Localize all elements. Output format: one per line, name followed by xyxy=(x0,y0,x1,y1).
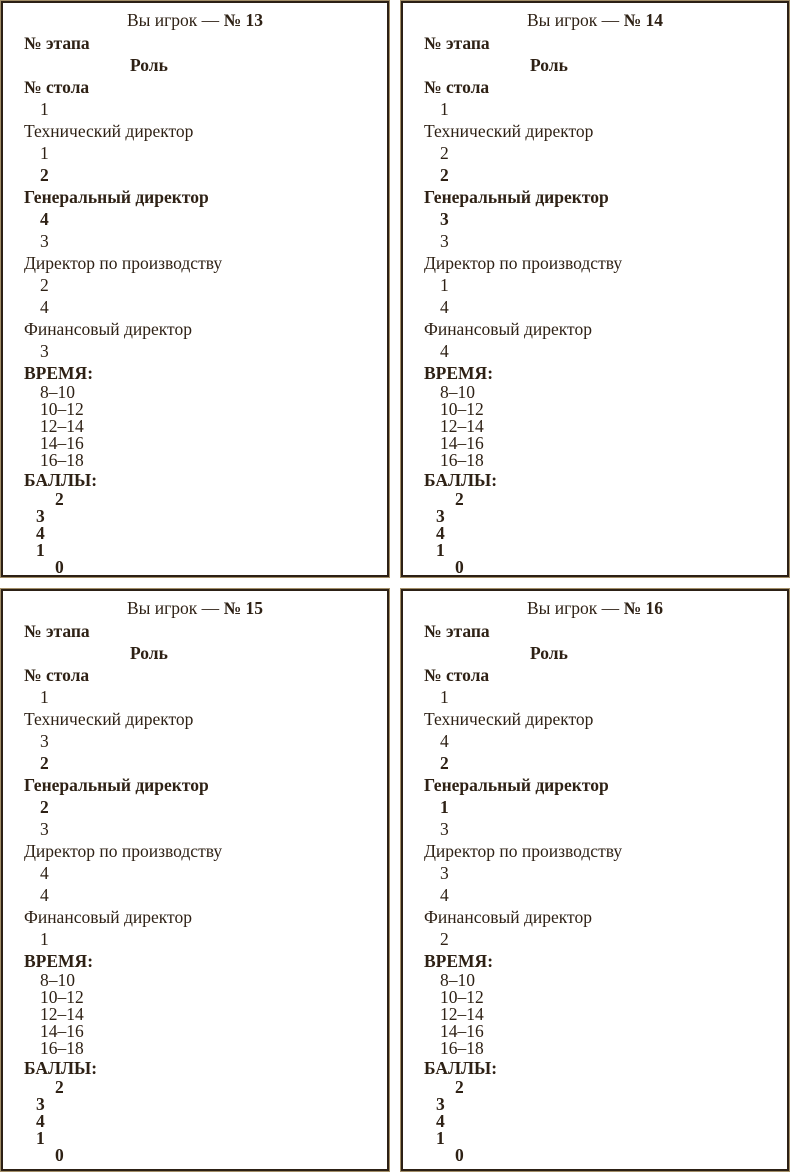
production-number-1: 2 xyxy=(40,275,49,295)
stage-label: № этапа xyxy=(24,33,90,53)
role-general-label: Генеральный директор xyxy=(24,187,209,207)
player-card-13 xyxy=(1,1,389,577)
post-general-number: 3 xyxy=(440,819,449,839)
production-number-2: 4 xyxy=(40,297,49,317)
time-slot: 12–14 xyxy=(440,416,484,436)
points-value: 3 xyxy=(436,1094,445,1114)
time-label: ВРЕМЯ: xyxy=(424,363,494,383)
production-number-1: 4 xyxy=(40,863,49,883)
production-number-2: 4 xyxy=(440,885,449,905)
points-value: 4 xyxy=(36,523,45,543)
stage-label: № этапа xyxy=(24,621,90,641)
finance-number: 2 xyxy=(440,929,449,949)
time-slot: 12–14 xyxy=(40,416,84,436)
points-value: 0 xyxy=(55,557,64,577)
role-tech-label: Технический директор xyxy=(24,121,194,141)
role-tech-label: Технический директор xyxy=(424,121,594,141)
points-value: 1 xyxy=(436,1128,445,1148)
general-number: 1 xyxy=(440,797,449,817)
role-production-label: Директор по производству xyxy=(424,253,623,273)
card-title-number: № 15 xyxy=(223,598,264,618)
general-number: 2 xyxy=(40,797,49,817)
finance-number: 4 xyxy=(440,341,449,361)
time-slot: 12–14 xyxy=(440,1004,484,1024)
points-value: 1 xyxy=(36,1128,45,1148)
general-number: 3 xyxy=(440,209,449,229)
points-value: 2 xyxy=(455,1077,464,1097)
points-value: 0 xyxy=(55,1145,64,1165)
card-title-prefix: Вы игрок — xyxy=(526,10,620,30)
time-slot: 8–10 xyxy=(440,382,475,402)
role-finance-label: Финансовый директор xyxy=(424,907,592,927)
time-slot: 16–18 xyxy=(440,1038,484,1058)
role-production-label: Директор по производству xyxy=(24,253,223,273)
pre-general-number: 2 xyxy=(40,753,49,773)
table-number: 1 xyxy=(40,687,49,707)
points-value: 0 xyxy=(455,557,464,577)
role-finance-label: Финансовый директор xyxy=(24,319,192,339)
points-label: БАЛЛЫ: xyxy=(24,470,98,490)
card-title-prefix: Вы игрок — xyxy=(126,10,220,30)
role-header: Роль xyxy=(130,55,168,75)
card-title-number: № 13 xyxy=(223,10,264,30)
role-general-label: Генеральный директор xyxy=(424,187,609,207)
time-slot: 10–12 xyxy=(40,399,84,419)
pre-general-number: 2 xyxy=(440,753,449,773)
points-label: БАЛЛЫ: xyxy=(424,1058,498,1078)
table-number: 1 xyxy=(440,687,449,707)
card-title-number: № 16 xyxy=(623,598,664,618)
card-title-prefix: Вы игрок — xyxy=(126,598,220,618)
table-label: № стола xyxy=(424,77,490,97)
time-slot: 16–18 xyxy=(40,450,84,470)
points-value: 1 xyxy=(36,540,45,560)
finance-number: 3 xyxy=(40,341,49,361)
table-label: № стола xyxy=(424,665,490,685)
tech-number: 1 xyxy=(40,143,49,163)
stage-label: № этапа xyxy=(424,621,490,641)
role-general-label: Генеральный директор xyxy=(424,775,609,795)
time-slot: 16–18 xyxy=(40,1038,84,1058)
time-slot: 8–10 xyxy=(40,970,75,990)
player-card-15 xyxy=(1,589,389,1171)
time-slot: 14–16 xyxy=(440,1021,484,1041)
tech-number: 2 xyxy=(440,143,449,163)
points-value: 2 xyxy=(55,489,64,509)
role-header: Роль xyxy=(530,643,568,663)
points-value: 4 xyxy=(436,1111,445,1131)
post-general-number: 3 xyxy=(440,231,449,251)
pre-general-number: 2 xyxy=(440,165,449,185)
post-general-number: 3 xyxy=(40,819,49,839)
time-slot: 10–12 xyxy=(40,987,84,1007)
role-production-label: Директор по производству xyxy=(424,841,623,861)
role-general-label: Генеральный директор xyxy=(24,775,209,795)
points-value: 4 xyxy=(36,1111,45,1131)
card-title xyxy=(403,597,787,620)
pre-general-number: 2 xyxy=(40,165,49,185)
tech-number: 3 xyxy=(40,731,49,751)
time-label: ВРЕМЯ: xyxy=(24,951,94,971)
time-slot: 14–16 xyxy=(40,1021,84,1041)
role-header: Роль xyxy=(530,55,568,75)
production-number-1: 3 xyxy=(440,863,449,883)
points-value: 0 xyxy=(455,1145,464,1165)
role-tech-label: Технический директор xyxy=(424,709,594,729)
time-slot: 14–16 xyxy=(440,433,484,453)
time-slot: 16–18 xyxy=(440,450,484,470)
general-number: 4 xyxy=(40,209,49,229)
role-finance-label: Финансовый директор xyxy=(24,907,192,927)
time-slot: 8–10 xyxy=(440,970,475,990)
points-label: БАЛЛЫ: xyxy=(24,1058,98,1078)
card-title xyxy=(3,9,387,32)
player-card-14 xyxy=(401,1,789,577)
role-tech-label: Технический директор xyxy=(24,709,194,729)
stage-label: № этапа xyxy=(424,33,490,53)
time-slot: 10–12 xyxy=(440,987,484,1007)
role-finance-label: Финансовый директор xyxy=(424,319,592,339)
points-value: 1 xyxy=(436,540,445,560)
time-slot: 8–10 xyxy=(40,382,75,402)
table-number: 1 xyxy=(40,99,49,119)
card-title xyxy=(3,597,387,620)
role-production-label: Директор по производству xyxy=(24,841,223,861)
time-label: ВРЕМЯ: xyxy=(424,951,494,971)
points-value: 2 xyxy=(55,1077,64,1097)
points-label: БАЛЛЫ: xyxy=(424,470,498,490)
card-title-prefix: Вы игрок — xyxy=(526,598,620,618)
card-title xyxy=(403,9,787,32)
time-slot: 12–14 xyxy=(40,1004,84,1024)
player-card-16 xyxy=(401,589,789,1171)
points-value: 4 xyxy=(436,523,445,543)
points-value: 3 xyxy=(436,506,445,526)
production-number-1: 1 xyxy=(440,275,449,295)
tech-number: 4 xyxy=(440,731,449,751)
time-slot: 14–16 xyxy=(40,433,84,453)
table-label: № стола xyxy=(24,77,90,97)
card-title-number: № 14 xyxy=(623,10,664,30)
role-header: Роль xyxy=(130,643,168,663)
production-number-2: 4 xyxy=(440,297,449,317)
time-slot: 10–12 xyxy=(440,399,484,419)
table-label: № стола xyxy=(24,665,90,685)
post-general-number: 3 xyxy=(40,231,49,251)
time-label: ВРЕМЯ: xyxy=(24,363,94,383)
finance-number: 1 xyxy=(40,929,49,949)
production-number-2: 4 xyxy=(40,885,49,905)
points-value: 3 xyxy=(36,1094,45,1114)
table-number: 1 xyxy=(440,99,449,119)
points-value: 3 xyxy=(36,506,45,526)
points-value: 2 xyxy=(455,489,464,509)
